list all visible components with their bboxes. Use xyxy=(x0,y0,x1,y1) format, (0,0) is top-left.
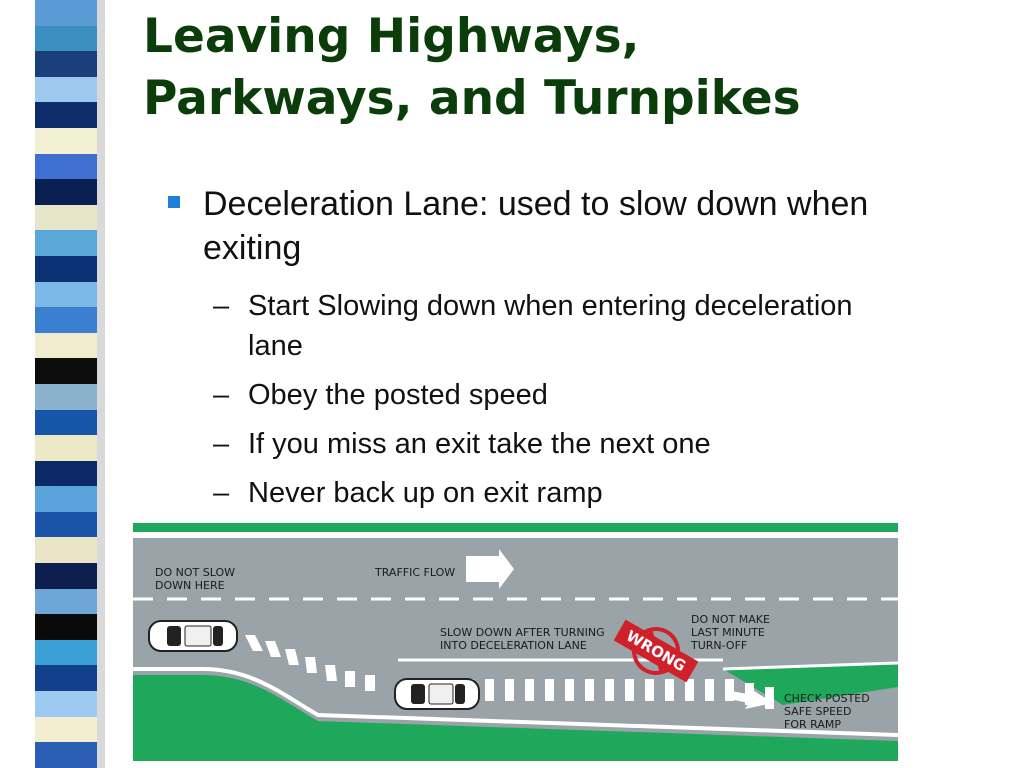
diagram-svg xyxy=(133,523,898,761)
stripe-block xyxy=(35,435,97,461)
stripe-block xyxy=(35,282,97,308)
stripe-block xyxy=(35,537,97,563)
stripe-block xyxy=(35,26,97,52)
top-grass xyxy=(133,523,898,532)
decorative-stripe-bar xyxy=(35,0,97,768)
stripe-block xyxy=(35,179,97,205)
sub-bullet-text: If you miss an exit take the next one xyxy=(248,428,711,460)
stripe-block xyxy=(35,486,97,512)
stripe-block xyxy=(35,102,97,128)
label-do-not-slow-1: DO NOT SLOW xyxy=(155,566,235,579)
stripe-block xyxy=(35,333,97,359)
main-bullet-text: Deceleration Lane: used to slow down when exiting xyxy=(203,185,869,267)
sub-bullet xyxy=(213,375,913,415)
stripe-block xyxy=(35,256,97,282)
stripe-block xyxy=(35,154,97,180)
stripe-block xyxy=(35,563,97,589)
label-slow-down-1: SLOW DOWN AFTER TURNING xyxy=(440,626,605,639)
stripe-block xyxy=(35,691,97,717)
sub-bullet-text: Obey the posted speed xyxy=(248,379,548,411)
stripe-block xyxy=(35,358,97,384)
sub-bullet-text: Start Slowing down when entering deceleration lane xyxy=(248,290,853,362)
stripe-block xyxy=(35,77,97,103)
dash-bullet-icon: – xyxy=(213,379,230,411)
label-traffic-flow: TRAFFIC FLOW xyxy=(375,566,456,579)
stripe-block xyxy=(35,410,97,436)
label-check-speed-1: CHECK POSTED xyxy=(784,692,870,705)
stripe-block xyxy=(35,742,97,768)
sub-bullet-list xyxy=(213,286,913,522)
top-edge-line xyxy=(133,532,898,538)
stripe-block xyxy=(35,614,97,640)
car-top-view-icon xyxy=(149,621,237,651)
deceleration-lane-diagram xyxy=(133,523,898,761)
stripe-block xyxy=(35,230,97,256)
stripe-block xyxy=(35,589,97,615)
title-line-1: Leaving Highways, xyxy=(143,9,640,64)
label-do-not-make-1: DO NOT MAKE xyxy=(691,613,770,626)
slide-title xyxy=(143,6,1003,130)
label-do-not-make-3: TURN-OFF xyxy=(691,639,748,652)
dash-bullet-icon: – xyxy=(213,477,230,509)
main-bullet xyxy=(168,182,908,270)
stripe-block xyxy=(35,128,97,154)
stripe-block xyxy=(35,384,97,410)
car-top-view-icon xyxy=(395,679,479,709)
sub-bullet-text: Never back up on exit ramp xyxy=(248,477,603,509)
label-check-speed-2: SAFE SPEED xyxy=(784,705,852,718)
label-check-speed-3: FOR RAMP xyxy=(784,718,841,731)
stripe-block xyxy=(35,307,97,333)
stripe-block xyxy=(35,717,97,743)
stripe-block xyxy=(35,51,97,77)
stripe-block xyxy=(35,205,97,231)
label-slow-down-2: INTO DECELERATION LANE xyxy=(440,639,587,652)
stripe-block xyxy=(35,512,97,538)
stripe-block xyxy=(35,665,97,691)
sub-bullet xyxy=(213,424,913,464)
sub-bullet xyxy=(213,473,913,513)
wrong-sign-text: WRONG xyxy=(623,626,689,676)
sub-bullet xyxy=(213,286,913,366)
stripe-block xyxy=(35,640,97,666)
square-bullet-icon xyxy=(168,196,180,208)
dash-bullet-icon: – xyxy=(213,428,230,460)
label-do-not-slow-2: DOWN HERE xyxy=(155,579,225,592)
label-do-not-make-2: LAST MINUTE xyxy=(691,626,765,639)
stripe-block xyxy=(35,461,97,487)
stripe-block xyxy=(35,0,97,26)
title-line-2: Parkways, and Turnpikes xyxy=(143,71,801,126)
dash-bullet-icon: – xyxy=(213,290,230,322)
